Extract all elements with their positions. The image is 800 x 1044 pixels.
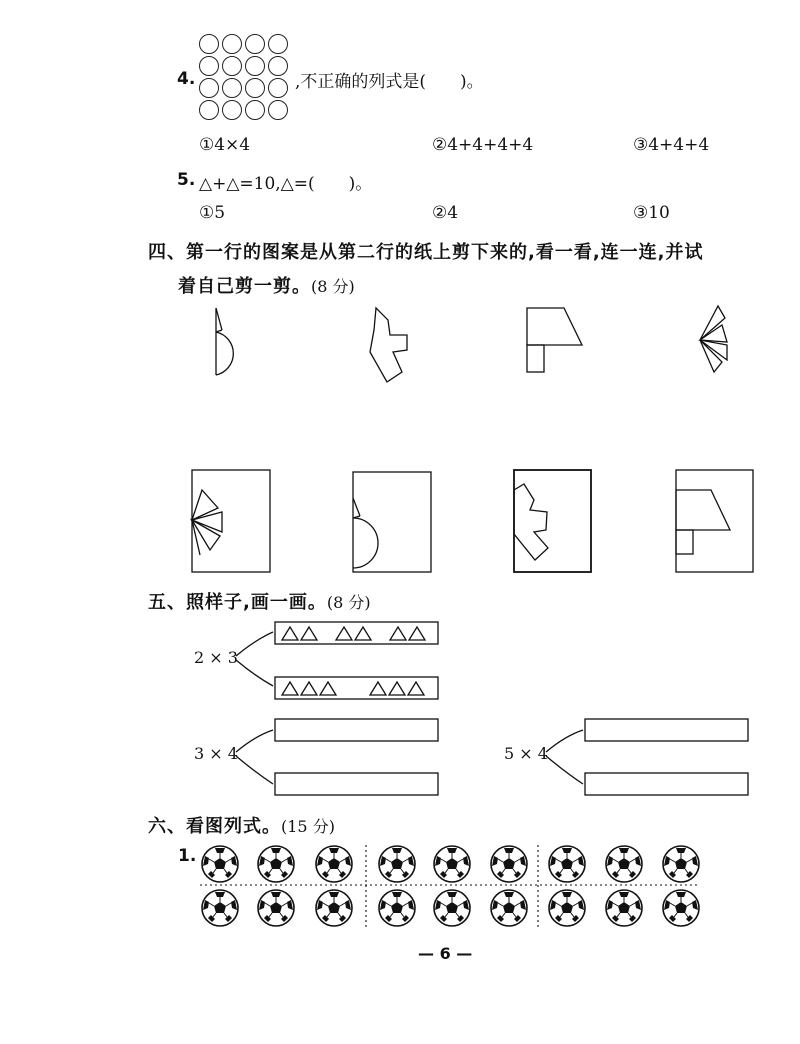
example-label-5x4: 5 × 4 bbox=[504, 744, 548, 763]
q5-option-3: ③10 bbox=[633, 203, 670, 223]
page-number: — 6 — bbox=[418, 944, 473, 963]
q4-option-1: ①4×4 bbox=[199, 135, 251, 155]
section5-title: 五、照样子,画一画。(8 分) bbox=[148, 592, 371, 613]
q6-1-number: 1. bbox=[178, 846, 197, 866]
example-label-3x4: 3 × 4 bbox=[194, 744, 238, 763]
soccer-ball-row-2 bbox=[202, 890, 699, 926]
example-label-2x3: 2 × 3 bbox=[194, 648, 238, 667]
q4-option-3: ③4+4+4 bbox=[633, 135, 710, 155]
soccer-ball-row-1 bbox=[202, 846, 699, 882]
q4-text: ,不正确的列式是( )。 bbox=[295, 72, 484, 92]
q4-option-2: ②4+4+4+4 bbox=[432, 135, 534, 155]
section4-title-line2: 着自己剪一剪。(8 分) bbox=[178, 276, 355, 297]
q4-number: 4. bbox=[177, 69, 196, 89]
q5-option-1: ①5 bbox=[199, 203, 226, 223]
q5-number: 5. bbox=[177, 170, 196, 190]
q5-text: △+△=10,△=( )。 bbox=[199, 174, 373, 194]
section6-title: 六、看图列式。(15 分) bbox=[148, 816, 335, 837]
section4-title-line1: 四、第一行的图案是从第二行的纸上剪下来的,看一看,连一连,并试 bbox=[148, 242, 704, 263]
q5-option-2: ②4 bbox=[432, 203, 459, 223]
